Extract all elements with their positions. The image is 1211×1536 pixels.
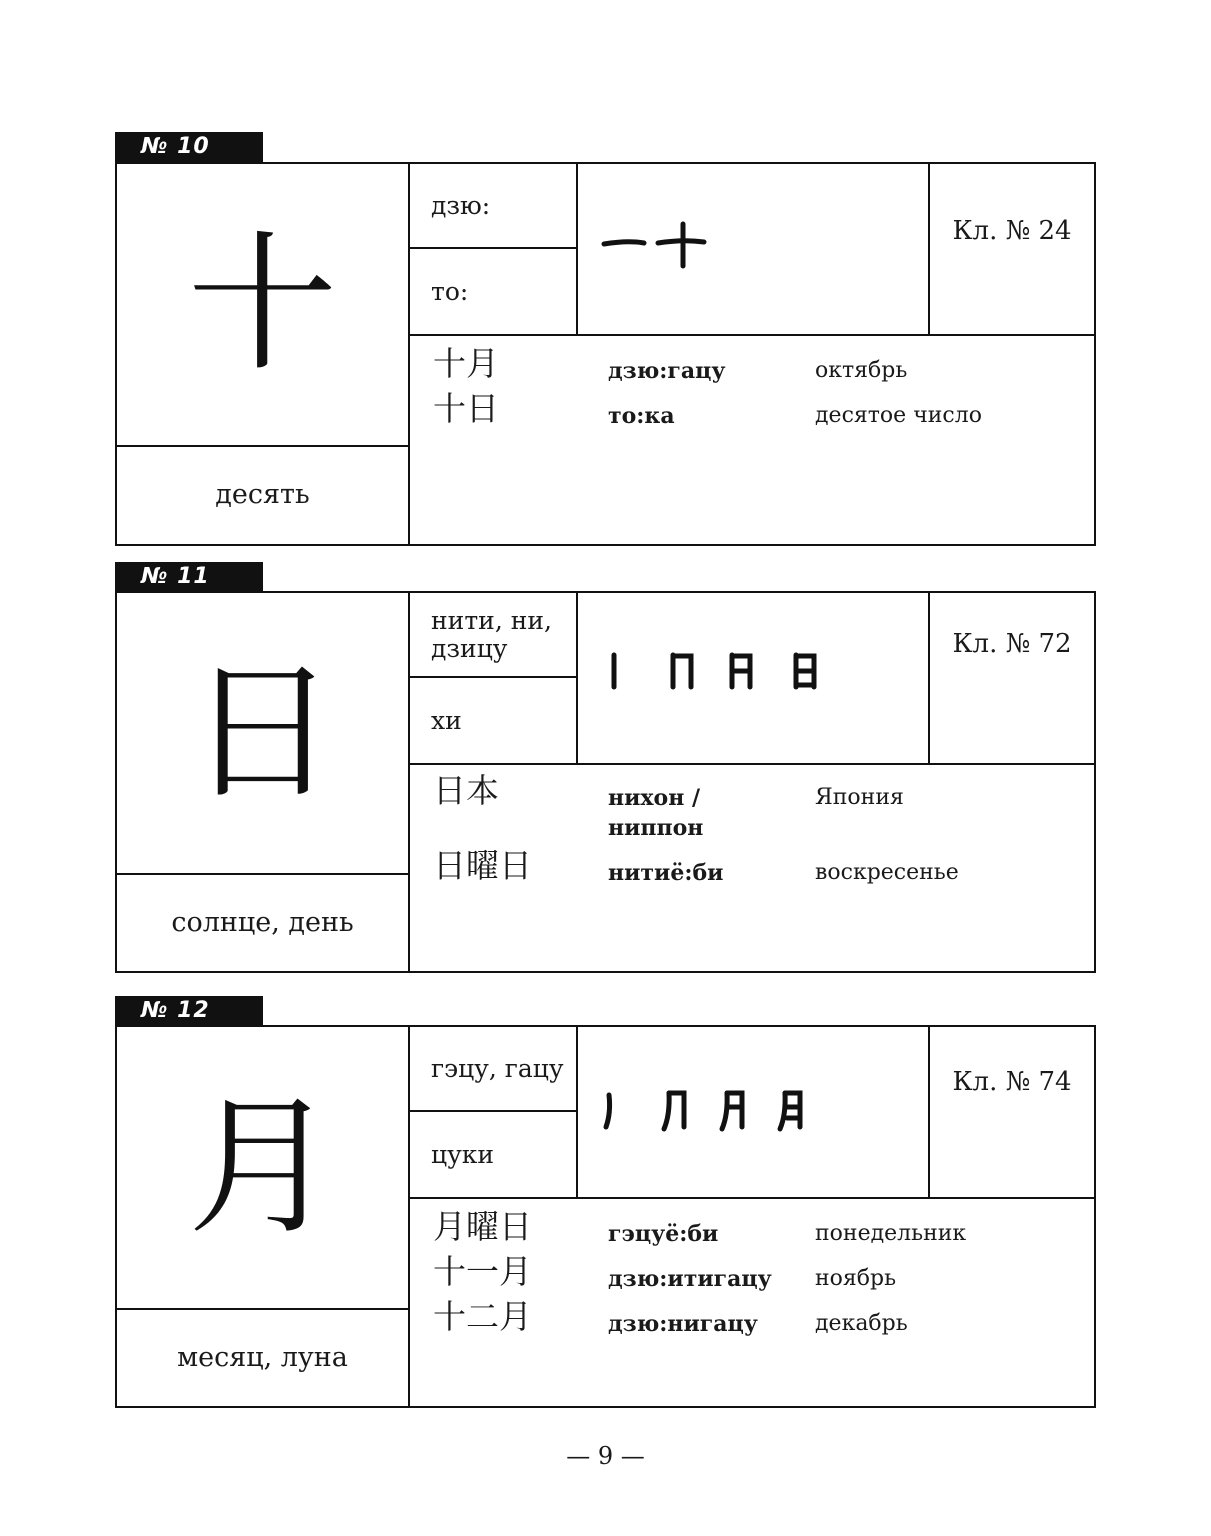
stroke-step-3 [722, 1093, 742, 1129]
word-meaning: понедельник [815, 1221, 967, 1246]
card-frame [115, 162, 1096, 546]
main-kanji: 月 [187, 1080, 338, 1255]
stroke-order-diagram [578, 164, 928, 334]
stroke-step-4 [780, 1093, 800, 1129]
word-kanji: 十日 [433, 389, 499, 428]
stroke-order-diagram [578, 1027, 928, 1197]
card-frame [115, 591, 1096, 973]
card-frame [115, 1025, 1096, 1408]
main-kanji-cell [117, 593, 410, 875]
stroke-step-2 [673, 655, 691, 687]
stroke-step-2 [658, 224, 704, 266]
word-reading: нихон /ниппон [608, 785, 704, 841]
kanji-meaning: солнце, день [117, 873, 410, 971]
word-reading: дзю:итигацу [608, 1266, 772, 1292]
vocabulary-list [410, 763, 1094, 971]
word-meaning: октябрь [815, 358, 908, 383]
stroke-order-cell [578, 164, 930, 334]
word-kanji: 月曜日 [433, 1207, 532, 1246]
vocabulary-list [410, 1197, 1094, 1406]
page-number: — 9 — [566, 1442, 645, 1470]
card-number-tab: № 10 [115, 132, 263, 162]
word-meaning: ноябрь [815, 1266, 897, 1291]
main-kanji: 日 [187, 646, 338, 820]
word-kanji: 十一月 [433, 1252, 532, 1291]
stroke-step-1 [604, 242, 644, 244]
stroke-step-2 [664, 1093, 684, 1129]
word-reading: дзю:нигацу [608, 1311, 758, 1337]
word-meaning: Япония [815, 785, 904, 810]
word-reading: дзю:гацу [608, 358, 726, 384]
on-reading: нити, ни, дзицу [410, 593, 578, 678]
kanji-card-12 [115, 996, 1096, 1408]
word-kanji: 日曜日 [433, 846, 532, 885]
stroke-order-diagram [578, 593, 928, 763]
kun-reading: хи [410, 678, 578, 763]
main-kanji: 十 [187, 217, 338, 392]
stroke-order-cell [578, 1027, 930, 1197]
stroke-step-1 [606, 1095, 610, 1127]
kanji-card-11 [115, 562, 1096, 973]
stroke-order-cell [578, 593, 930, 763]
card-number-tab: № 11 [115, 562, 263, 592]
word-reading: нитиё:би [608, 860, 724, 886]
word-meaning: декабрь [815, 1311, 908, 1336]
word-kanji: 十二月 [433, 1297, 532, 1336]
kun-reading: то: [410, 249, 578, 334]
kanji-meaning: десять [117, 445, 410, 544]
word-meaning: десятое число [815, 403, 982, 428]
card-number-tab: № 12 [115, 996, 263, 1026]
kun-reading: цуки [410, 1112, 578, 1197]
radical-number: Кл. № 72 [952, 629, 1072, 659]
main-kanji-cell [117, 164, 410, 447]
on-reading: дзю: [410, 164, 578, 249]
stroke-step-3 [732, 655, 750, 687]
stroke-step-4 [796, 655, 814, 687]
radical-number: Кл. № 24 [952, 216, 1072, 246]
on-reading: гэцу, гацу [410, 1027, 578, 1112]
word-reading: гэцуё:би [608, 1221, 719, 1247]
main-kanji-cell [117, 1027, 410, 1310]
kanji-meaning: месяц, луна [117, 1308, 410, 1406]
kanji-card-10 [115, 132, 1096, 546]
word-kanji: 十月 [433, 344, 499, 383]
word-kanji: 日本 [433, 771, 499, 810]
word-reading: то:ка [608, 403, 675, 429]
radical-number: Кл. № 74 [952, 1067, 1072, 1097]
vocabulary-list [410, 334, 1094, 544]
word-meaning: воскресенье [815, 860, 959, 885]
